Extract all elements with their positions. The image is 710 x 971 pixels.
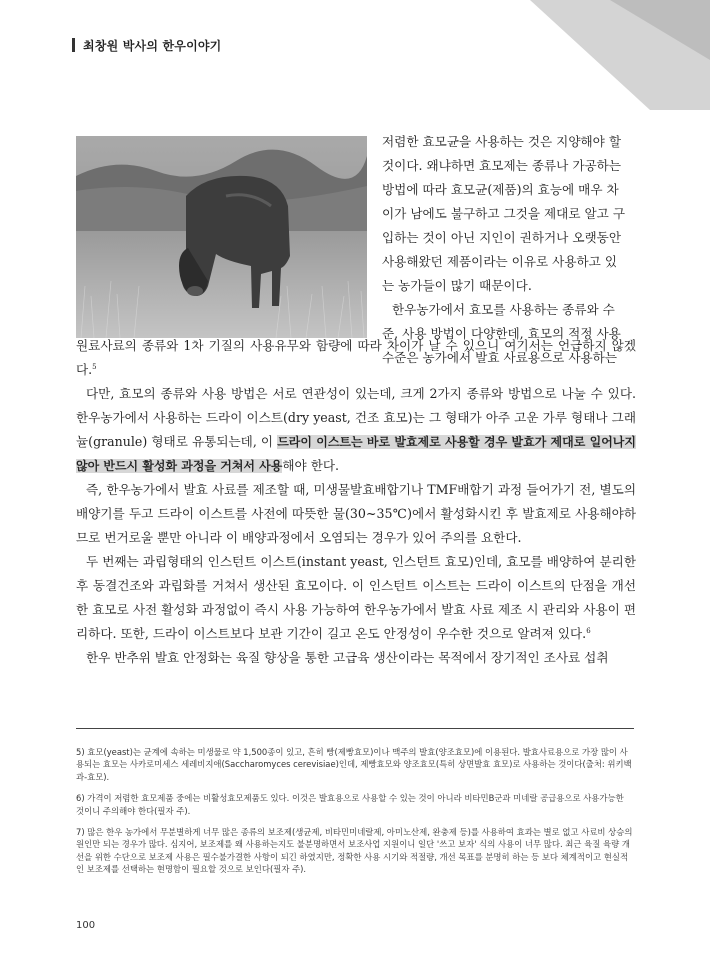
footnote: 7) 많은 한우 농가에서 무분별하게 너무 많은 종류의 보조제(생균제, 비타민미네랄제, 아미노산제, 완충제 등)를 사용하여 효과는 별로 없고 사료비 상승의 원인만 되는 경우가 많다. 심지어, 보조제를 왜 사용하는지도 불분명하면서 보조사업 지원이니 일단 '쓰고 보자' 식의 사용이 너무 많다. 최근 육질 육량 개선을 위한 수단으로 보조제 사용은 필수불가결한 사항이 되긴 하였지만, 정확한 사용 시기와 적절량, 개선 목표를 분명히 하는 등 보다 체계적이고 현실적인 보조제를 선택하는 현명함이 필요할 것으로 보인다(필자 주). xyxy=(76,827,633,875)
text-line: 입하는 것이 아닌 지인이 권하거나 오랫동안 xyxy=(382,230,621,245)
paragraph: 한우 반추위 발효 안정화는 육질 향상을 통한 고급육 생산이라는 목적에서 장기적인 조사료 섭취 xyxy=(86,650,609,665)
paragraph: 즉, 한우농가에서 발효 사료를 제조할 때, 미생물발효배합기나 TMF배합기 과정 들어가기 전, 별도의 배양기를 두고 드라이 이스트를 사전에 따뜻한 물(30~35℃)에서 활성화시킨 후 발효제로 사용해야하므로 번거로울 뿐만 아니라 이 배양과정에서 오염되는 경우가 있어 주의를 요한다. xyxy=(76,482,636,545)
text-line: 준, 사용 방법이 다양한데, 효모의 적정 사용 xyxy=(382,326,621,341)
text-line: 는 농가들이 많기 때문이다. xyxy=(382,278,532,293)
header-bar xyxy=(72,38,75,52)
text-line: 수준은 농가에서 발효 사료용으로 사용하는 xyxy=(382,350,617,365)
paragraph xyxy=(76,334,636,382)
paragraph xyxy=(76,382,636,478)
page-number: 100 xyxy=(76,920,96,931)
text-line: 이가 남에도 불구하고 그것을 제대로 알고 구 xyxy=(382,206,625,221)
footnote-divider xyxy=(76,728,634,729)
main-text xyxy=(76,334,636,670)
text-line: 방법에 따라 효모균(제품)의 효능에 매우 차 xyxy=(382,182,619,197)
paragraph xyxy=(76,550,636,646)
paragraph-text: 원료사료의 종류와 1차 기질의 사용유무와 함량에 따라 차이가 날 수 있으니 여기서는 언급하지 않겠다. xyxy=(76,338,636,377)
footnote: 6) 가격이 저렴한 효모제품 중에는 비활성효모제품도 있다. 이것은 발효용으로 사용할 수 있는 것이 아니라 비타민B군과 미네랄 공급용으로 사용가능한 것이니 주의해야 한다(필자 주). xyxy=(76,793,624,816)
footnote: 5) 효모(yeast)는 균계에 속하는 미생물로 약 1,500종이 있고, 흔히 빵(제빵효모)이나 맥주의 발효(양조효모)에 이용된다. 발효사료용으로 가장 많이 사용되는 효모는 사카로미세스 세레비지애(Saccharomyces cerevisiae)인데, 제빵효모와 양조효모(특히 상면발효 효모)로 사용하는 것이다(출처: 위키백과-효모). xyxy=(76,747,632,782)
paragraph-text: 두 번째는 과립형태의 인스턴트 이스트(instant yeast, 인스턴트 효모)인데, 효모를 배양하여 분리한 후 동결건조와 과립화를 거쳐서 생산된 효모이다. 이 인스턴트 이스트는 드라이 이스트의 단점을 개선한 효모로 사전 활성화 과정없이 즉시 사용 가능하여 한우농가에서 발효 사료 제조 시 관리와 사용이 편리하다. 또한, 드라이 이스트보다 보관 기간이 길고 온도 안정성이 우수한 것으로 알려져 있다. xyxy=(76,554,636,641)
highlighted-text: 드라이 이스트는 바로 발효제로 사용할 경우 발효가 제대로 일어나지 않아 반드시 활성화 과정을 거쳐서 사용 xyxy=(76,435,636,473)
running-header xyxy=(72,36,221,54)
text-line: 한우농가에서 효모를 사용하는 종류와 수 xyxy=(392,302,615,317)
corner-decoration xyxy=(410,0,710,110)
paragraph-text: 해야 한다. xyxy=(282,458,340,473)
cow-photo xyxy=(76,136,367,338)
footnote-ref: 6 xyxy=(586,626,591,635)
footnotes xyxy=(76,746,634,885)
text-line: 사용해왔던 제품이라는 이유로 사용하고 있 xyxy=(382,254,617,269)
header-title: 최창원 박사의 한우이야기 xyxy=(83,38,222,53)
paragraph-text: 다만, 효모의 종류와 사용 방법은 서로 연관성이 있는데, 크게 2가지 종류와 방법으로 나눌 수 있다. 한우농가에서 사용하는 드라이 이스트(dry yeast, 건조 효모)는 그 형태가 아주 고운 가루 형태나 그래뉼(granule) 형태로 유통되는데, 이 xyxy=(76,386,636,449)
text-line: 저렴한 효모균을 사용하는 것은 지양해야 할 xyxy=(382,134,621,149)
text-line: 것이다. 왜냐하면 효모제는 종류나 가공하는 xyxy=(382,158,621,173)
footnote-ref: 5 xyxy=(92,362,97,371)
